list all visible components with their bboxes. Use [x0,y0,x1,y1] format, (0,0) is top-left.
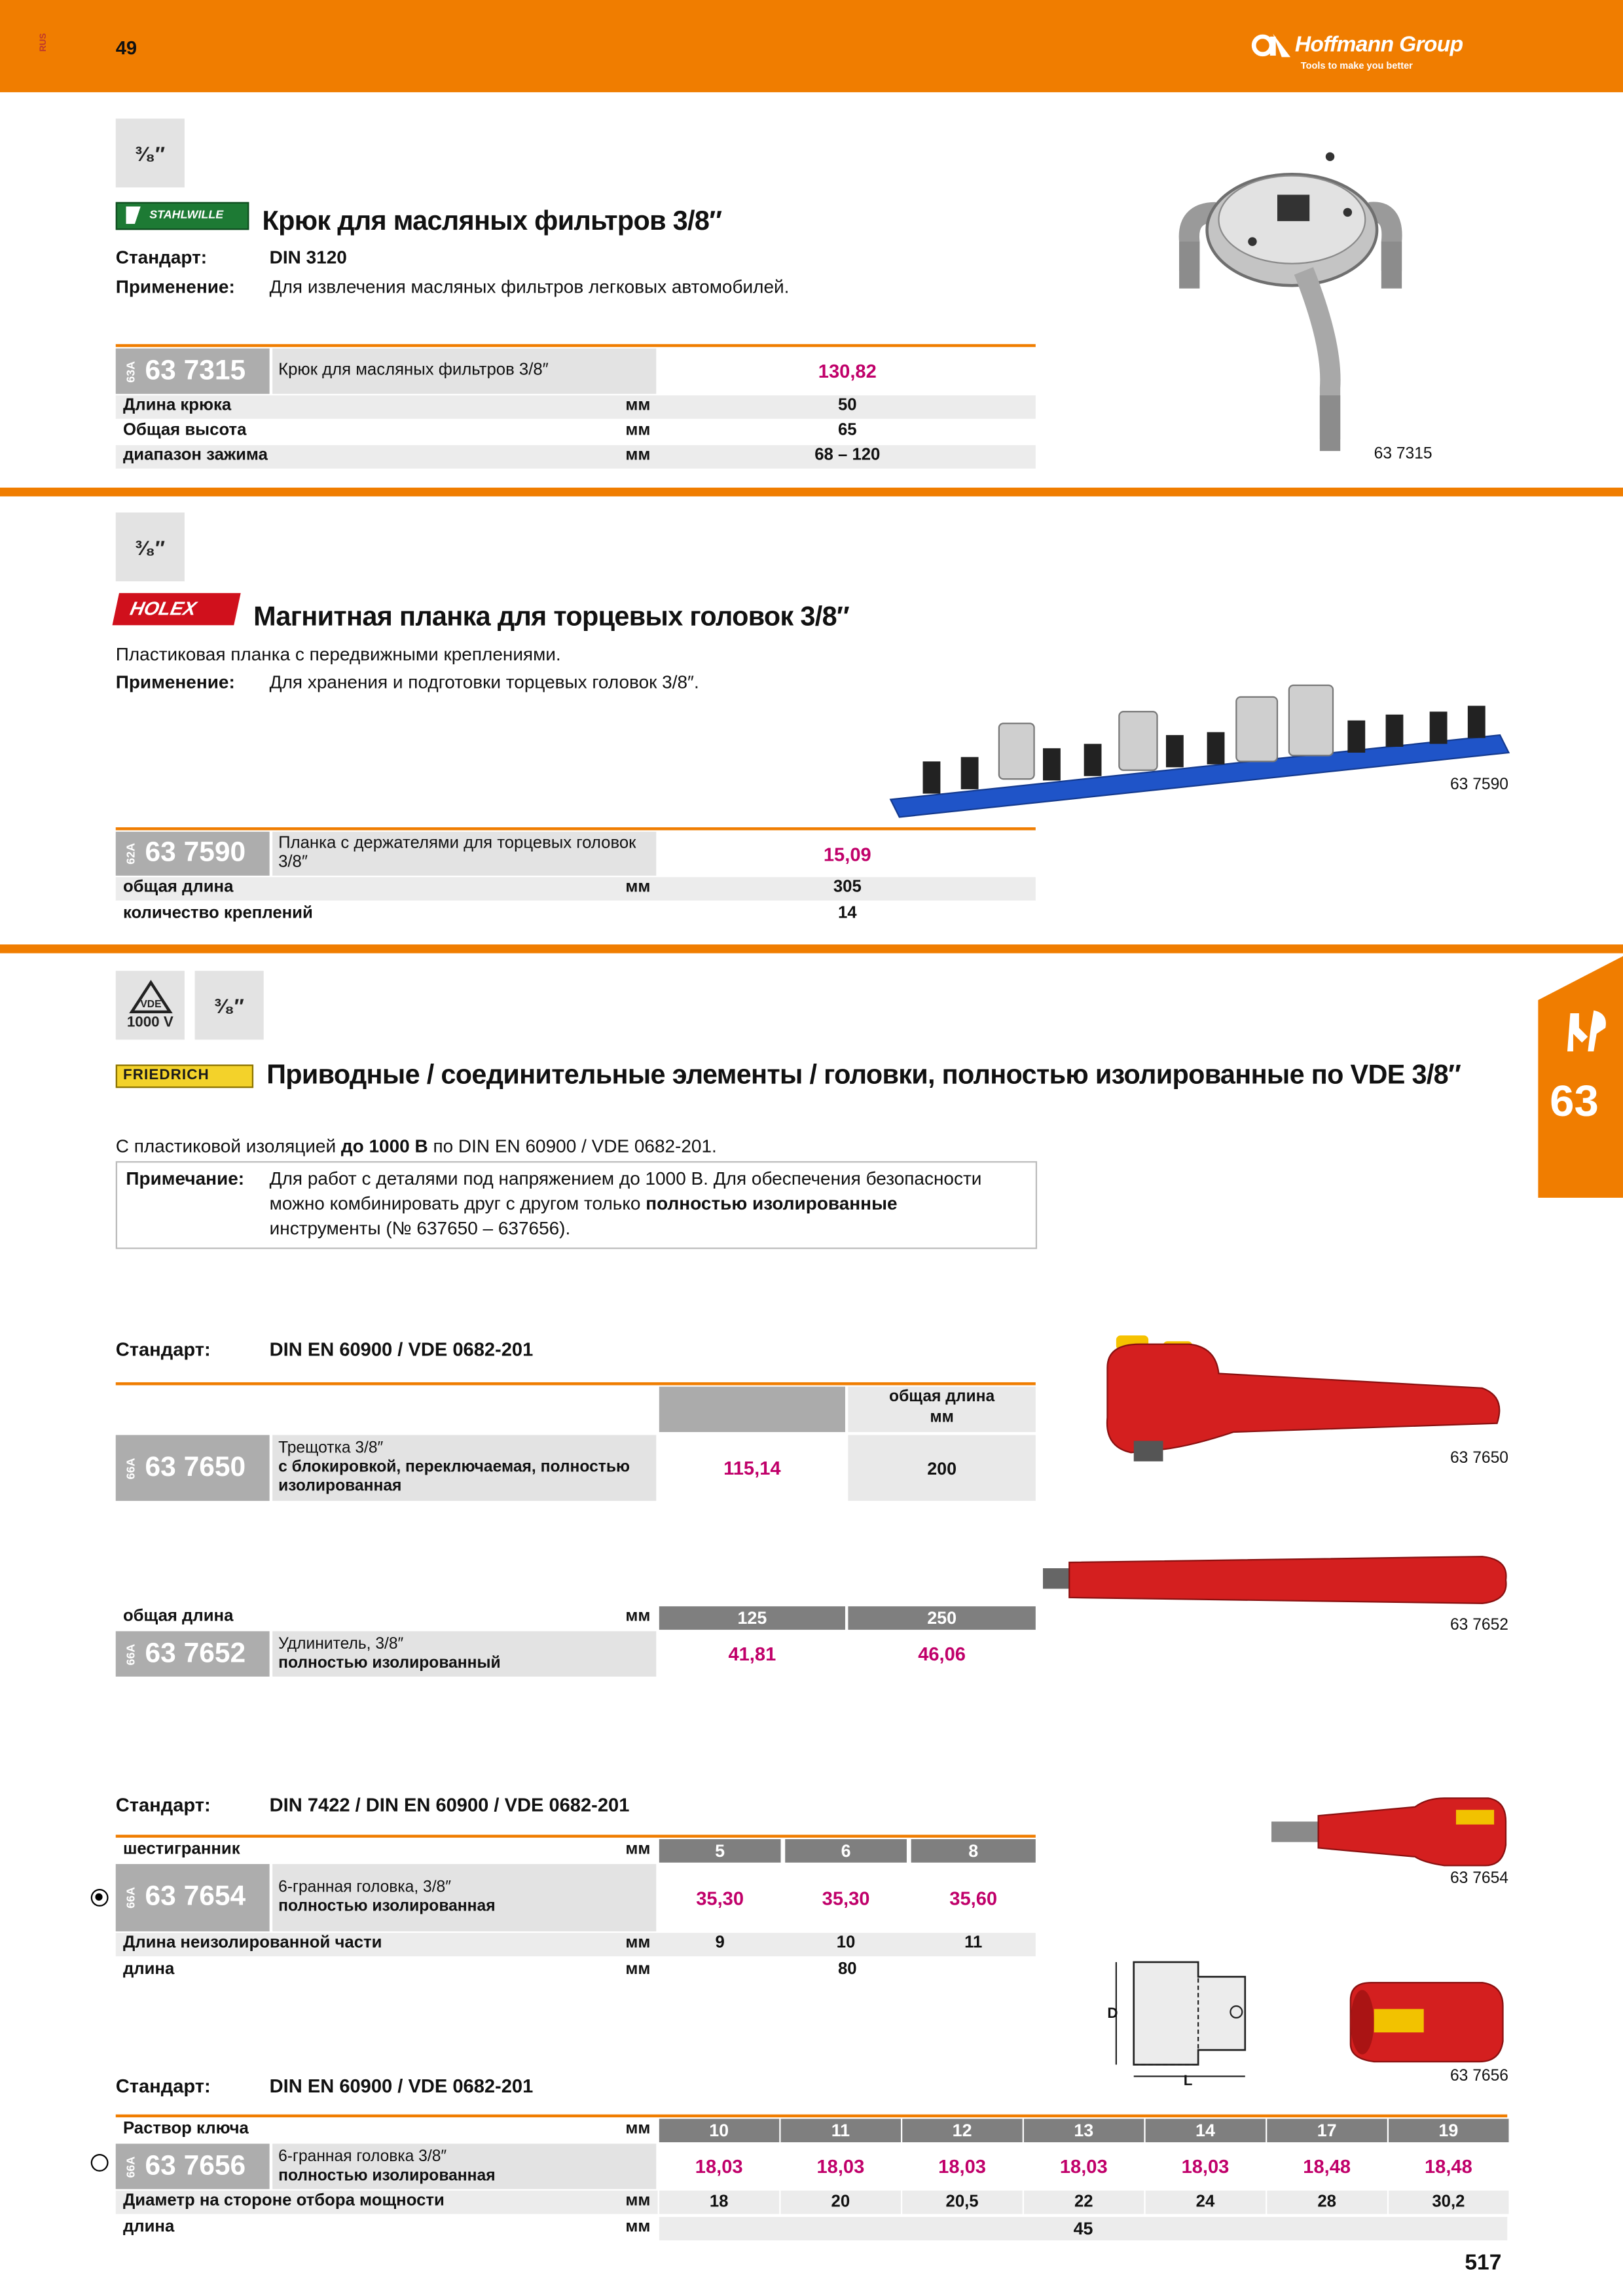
article-description [272,1864,656,1931]
spec-value: 24 [1146,2191,1266,2214]
image-article-code: 63 7590 [1450,776,1508,794]
stahlwille-brand-logo [116,202,249,230]
image-article-code: 63 7656 [1450,2067,1508,2085]
article-description [272,1631,656,1676]
length-column-title: общая длина [889,1388,995,1406]
application-label: Применение: [115,276,235,298]
description-line: 6-гранная головка 3/8″ [278,2147,447,2165]
article-price: 35,30 [659,1864,781,1931]
holex-brand-name: HOLEX [128,597,199,620]
article-number-text: 63 7656 [145,2150,246,2181]
description-line: Удлинитель, 3/8″ [278,1634,404,1653]
article-select-radio-637654[interactable] [91,1889,109,1907]
spec-value: 9 [715,1934,725,1952]
hex-bit-socket-image [1269,1792,1512,1871]
drive-size-badge: ³⁄₈″ [116,118,185,187]
description-line: Трещотка 3/8″ [278,1439,384,1458]
section-title-magnetic-rail: Магнитная планка для торцевых головок 3/8″ [253,600,850,632]
article-group-tag: 66A [124,2155,137,2178]
catalog-page-number: 49 [115,36,137,59]
size-header-cell: 125 [659,1606,845,1630]
insulation-intro-standard: по DIN EN 60900 / VDE 0682-201. [428,1136,717,1157]
spec-label: Общая высота [122,422,247,440]
standard-label: Стандарт: [115,247,208,268]
size-header-cell: 8 [911,1839,1036,1863]
article-price: 41,81 [659,1631,845,1676]
description-line: изолированная [278,1477,402,1496]
article-description: Крюк для масляных фильтров 3/8″ [272,348,656,393]
article-number-text: 63 7654 [145,1881,246,1912]
spec-value: 50 [837,397,857,415]
spec-label: диапазон зажима [122,446,268,465]
article-group-tag: 63A [124,360,137,382]
length-column-header [848,1387,1035,1432]
article-price: 18,03 [1146,2144,1266,2189]
article-price: 18,03 [1024,2144,1144,2189]
article-description [272,2144,656,2189]
spec-value: 68 – 120 [814,446,881,465]
article-select-radio-637656[interactable] [91,2154,109,2172]
section-divider [0,488,1623,496]
spec-unit: мм [625,1934,651,1952]
section-title-oil-filter-hook: Крюк для масляных фильтров 3/8″ [262,205,722,236]
insulation-intro-highlight: до 1000 В [340,1136,428,1157]
size-header-row [116,1606,658,1630]
article-group-tag: 66A [124,1457,137,1479]
product-intro: Пластиковая планка с передвижными креплениями. [115,644,561,665]
image-article-code: 63 7652 [1450,1616,1508,1634]
size-header-cell: 5 [659,1839,781,1863]
note-line-3: инструменты (№ 637650 – 637656). [269,1218,571,1239]
standard-value: DIN 7422 / DIN EN 60900 / VDE 0682-201 [269,1793,630,1816]
image-article-code: 63 7650 [1450,1449,1508,1467]
spec-value: 10 [836,1934,856,1952]
image-article-code: 63 7315 [1374,445,1432,463]
size-header-cell: 6 [785,1839,907,1863]
vde-triangle-icon [128,980,172,1015]
insulation-intro [116,1136,717,1157]
spec-value: 18 [659,2191,779,2214]
vde-voltage: 1000 V [126,1014,173,1031]
spec-unit: мм [625,422,651,440]
spec-row [116,395,1036,419]
standard-label: Стандарт: [115,1793,211,1816]
chapter-tab [1538,956,1623,1198]
article-price: 46,06 [848,1631,1035,1676]
spec-row [116,2217,658,2240]
spec-row [116,420,1036,444]
article-number-text: 63 7650 [145,1452,246,1483]
length-value: 200 [848,1435,1035,1501]
article-group-tag: 66A [124,1643,137,1665]
article-price: 15,09 [659,832,1036,876]
spec-row [116,1959,1036,1982]
article-price: 18,03 [659,2144,779,2189]
size-row-unit: мм [625,1607,651,1626]
article-price: 18,48 [1267,2144,1387,2189]
holex-brand-logo [113,593,241,625]
note-line-2 [270,1193,898,1213]
spec-value: 45 [659,2217,1507,2240]
spec-label: количество креплений [122,905,313,923]
table-top-rule [116,1382,1036,1385]
vde-badge [116,971,185,1039]
hoffmann-logo-text: Hoffmann Group [1294,32,1463,58]
size-header-cell: 19 [1389,2119,1508,2142]
spec-value: 28 [1267,2191,1387,2214]
standard-label: Стандарт: [115,1338,211,1361]
article-description: Планка с держателями для торцевых головок 3/8″ [272,832,656,876]
spec-label: общая длина [122,878,234,897]
spec-value: 11 [964,1934,983,1952]
size-header-row [116,1839,658,1863]
size-header-cell: 14 [1146,2119,1266,2142]
oil-filter-hook-image [1172,139,1406,476]
extension-bar-image [1043,1545,1519,1618]
chapter-number: 63 [1550,1077,1599,1126]
spec-value: 20,5 [902,2191,1022,2214]
spec-row [116,1933,1036,1956]
section-title-insulated: Приводные / соединительные элементы / головки, полностью изолированные по VDE 3/8″ [266,1058,1461,1090]
article-price: 18,48 [1389,2144,1508,2189]
size-header-cell: 13 [1024,2119,1144,2142]
page-number: 517 [1465,2250,1502,2276]
standard-value: DIN 3120 [269,247,347,268]
spec-unit: мм [625,2218,651,2236]
note-line-1: Для работ с деталями под напряжением до 1000 В. Для обеспечения безопасности [269,1168,982,1189]
article-price: 35,60 [911,1864,1036,1931]
table-top-rule [116,1835,1036,1837]
article-number [116,1631,270,1676]
article-description [272,1435,656,1501]
drive-size-badge: ³⁄₈″ [195,971,264,1039]
article-number [116,1435,270,1501]
language-tag: RUS [40,33,49,52]
image-article-code: 63 7654 [1450,1869,1508,1888]
table-top-rule [116,827,1036,830]
application-value: Для хранения и подготовки торцевых головок 3/8″. [269,672,699,693]
friedrich-brand-logo [116,1064,253,1088]
size-header-cell: 11 [781,2119,901,2142]
hoffmann-logo-tagline: Tools to make you better [1300,61,1413,72]
article-number-text: 63 7652 [145,1638,246,1669]
article-number [116,2144,270,2189]
article-group-tag: 62A [124,842,137,865]
length-column-unit: мм [930,1408,954,1427]
description-line: с блокировкой, переключаемая, полностью [278,1458,630,1477]
insulation-intro-text: С пластиковой изоляцией [115,1136,341,1157]
article-number [116,1864,270,1931]
description-line: полностью изолированная [278,2166,496,2184]
article-number [116,348,270,393]
spec-unit: мм [625,2192,651,2210]
socket-dimension-drawing [1101,1956,1288,2085]
spec-label: Диаметр на стороне отбора мощности [122,2192,445,2210]
size-header-row [116,2119,658,2142]
spec-value: 80 [837,1960,857,1979]
price-column-header [659,1387,845,1432]
socket-image [1341,1980,1512,2065]
stahlwille-brand-name: STAHLWILLE [149,207,224,221]
note-line-2-highlight: полностью изолированные [646,1193,898,1214]
spec-value: 30,2 [1389,2191,1508,2214]
spec-unit: мм [625,446,651,465]
article-price: 35,30 [785,1864,907,1931]
application-value: Для извлечения масляных фильтров легковых автомобилей. [269,276,790,298]
article-number-text: 63 7315 [145,355,246,386]
size-header-cell: 17 [1267,2119,1387,2142]
table-top-rule [116,344,1036,347]
article-number-text: 63 7590 [145,837,246,869]
size-row-label: Раствор ключа [122,2120,249,2138]
spec-label: длина [122,1960,175,1979]
size-row-unit: мм [625,1840,651,1859]
article-price: 130,82 [659,348,1036,393]
standard-label: Стандарт: [115,2075,211,2097]
article-number [116,832,270,876]
spec-label: длина [122,2218,175,2236]
spec-row [116,903,1036,927]
vde-mark-text: VDE [139,999,161,1011]
article-group-tag: 66A [124,1887,137,1909]
application-label: Применение: [115,672,235,693]
size-row-label: шестигранник [122,1840,240,1859]
drawing-label-length: L [1183,2072,1193,2085]
spec-unit: мм [625,878,651,897]
drive-size-badge: ³⁄₈″ [116,512,185,581]
standard-value: DIN EN 60900 / VDE 0682-201 [269,1338,534,1361]
description-line: полностью изолированный [278,1653,501,1672]
spec-value: 22 [1024,2191,1144,2214]
hoffmann-logo-icon [1249,29,1293,62]
size-header-cell: 250 [848,1606,1035,1630]
size-row-label: общая длина [122,1607,234,1626]
table-top-rule [116,2115,1507,2117]
spec-value: 305 [833,878,862,897]
spec-row [116,877,1036,901]
tools-icon [1561,1007,1611,1057]
article-price: 18,03 [781,2144,901,2189]
size-header-cell: 12 [902,2119,1022,2142]
size-row-unit: мм [625,2120,651,2138]
size-header-cell: 10 [659,2119,779,2142]
spec-label: Длина неизолированной части [122,1934,382,1952]
spec-value: 20 [781,2191,901,2214]
spec-unit: мм [625,1960,651,1979]
spec-value: 65 [837,422,857,440]
section-divider [0,944,1623,953]
spec-label: Длина крюка [122,397,232,415]
note-label: Примечание: [126,1168,245,1189]
article-price: 115,14 [659,1435,845,1501]
description-line: полностью изолированная [278,1897,496,1916]
friedrich-brand-name: FRIEDRICH [122,1067,210,1084]
spec-row [116,445,1036,469]
standard-value: DIN EN 60900 / VDE 0682-201 [269,2075,534,2097]
socket-rail-image [884,677,1518,823]
note-line-2-text: можно комбинировать друг с другом только [269,1193,646,1214]
spec-row [116,2191,658,2214]
article-price: 18,03 [902,2144,1022,2189]
drawing-label-diameter: D [1107,2004,1118,2021]
spec-value: 14 [837,905,857,923]
spec-unit: мм [625,397,651,415]
description-line: 6-гранная головка, 3/8″ [278,1878,451,1897]
